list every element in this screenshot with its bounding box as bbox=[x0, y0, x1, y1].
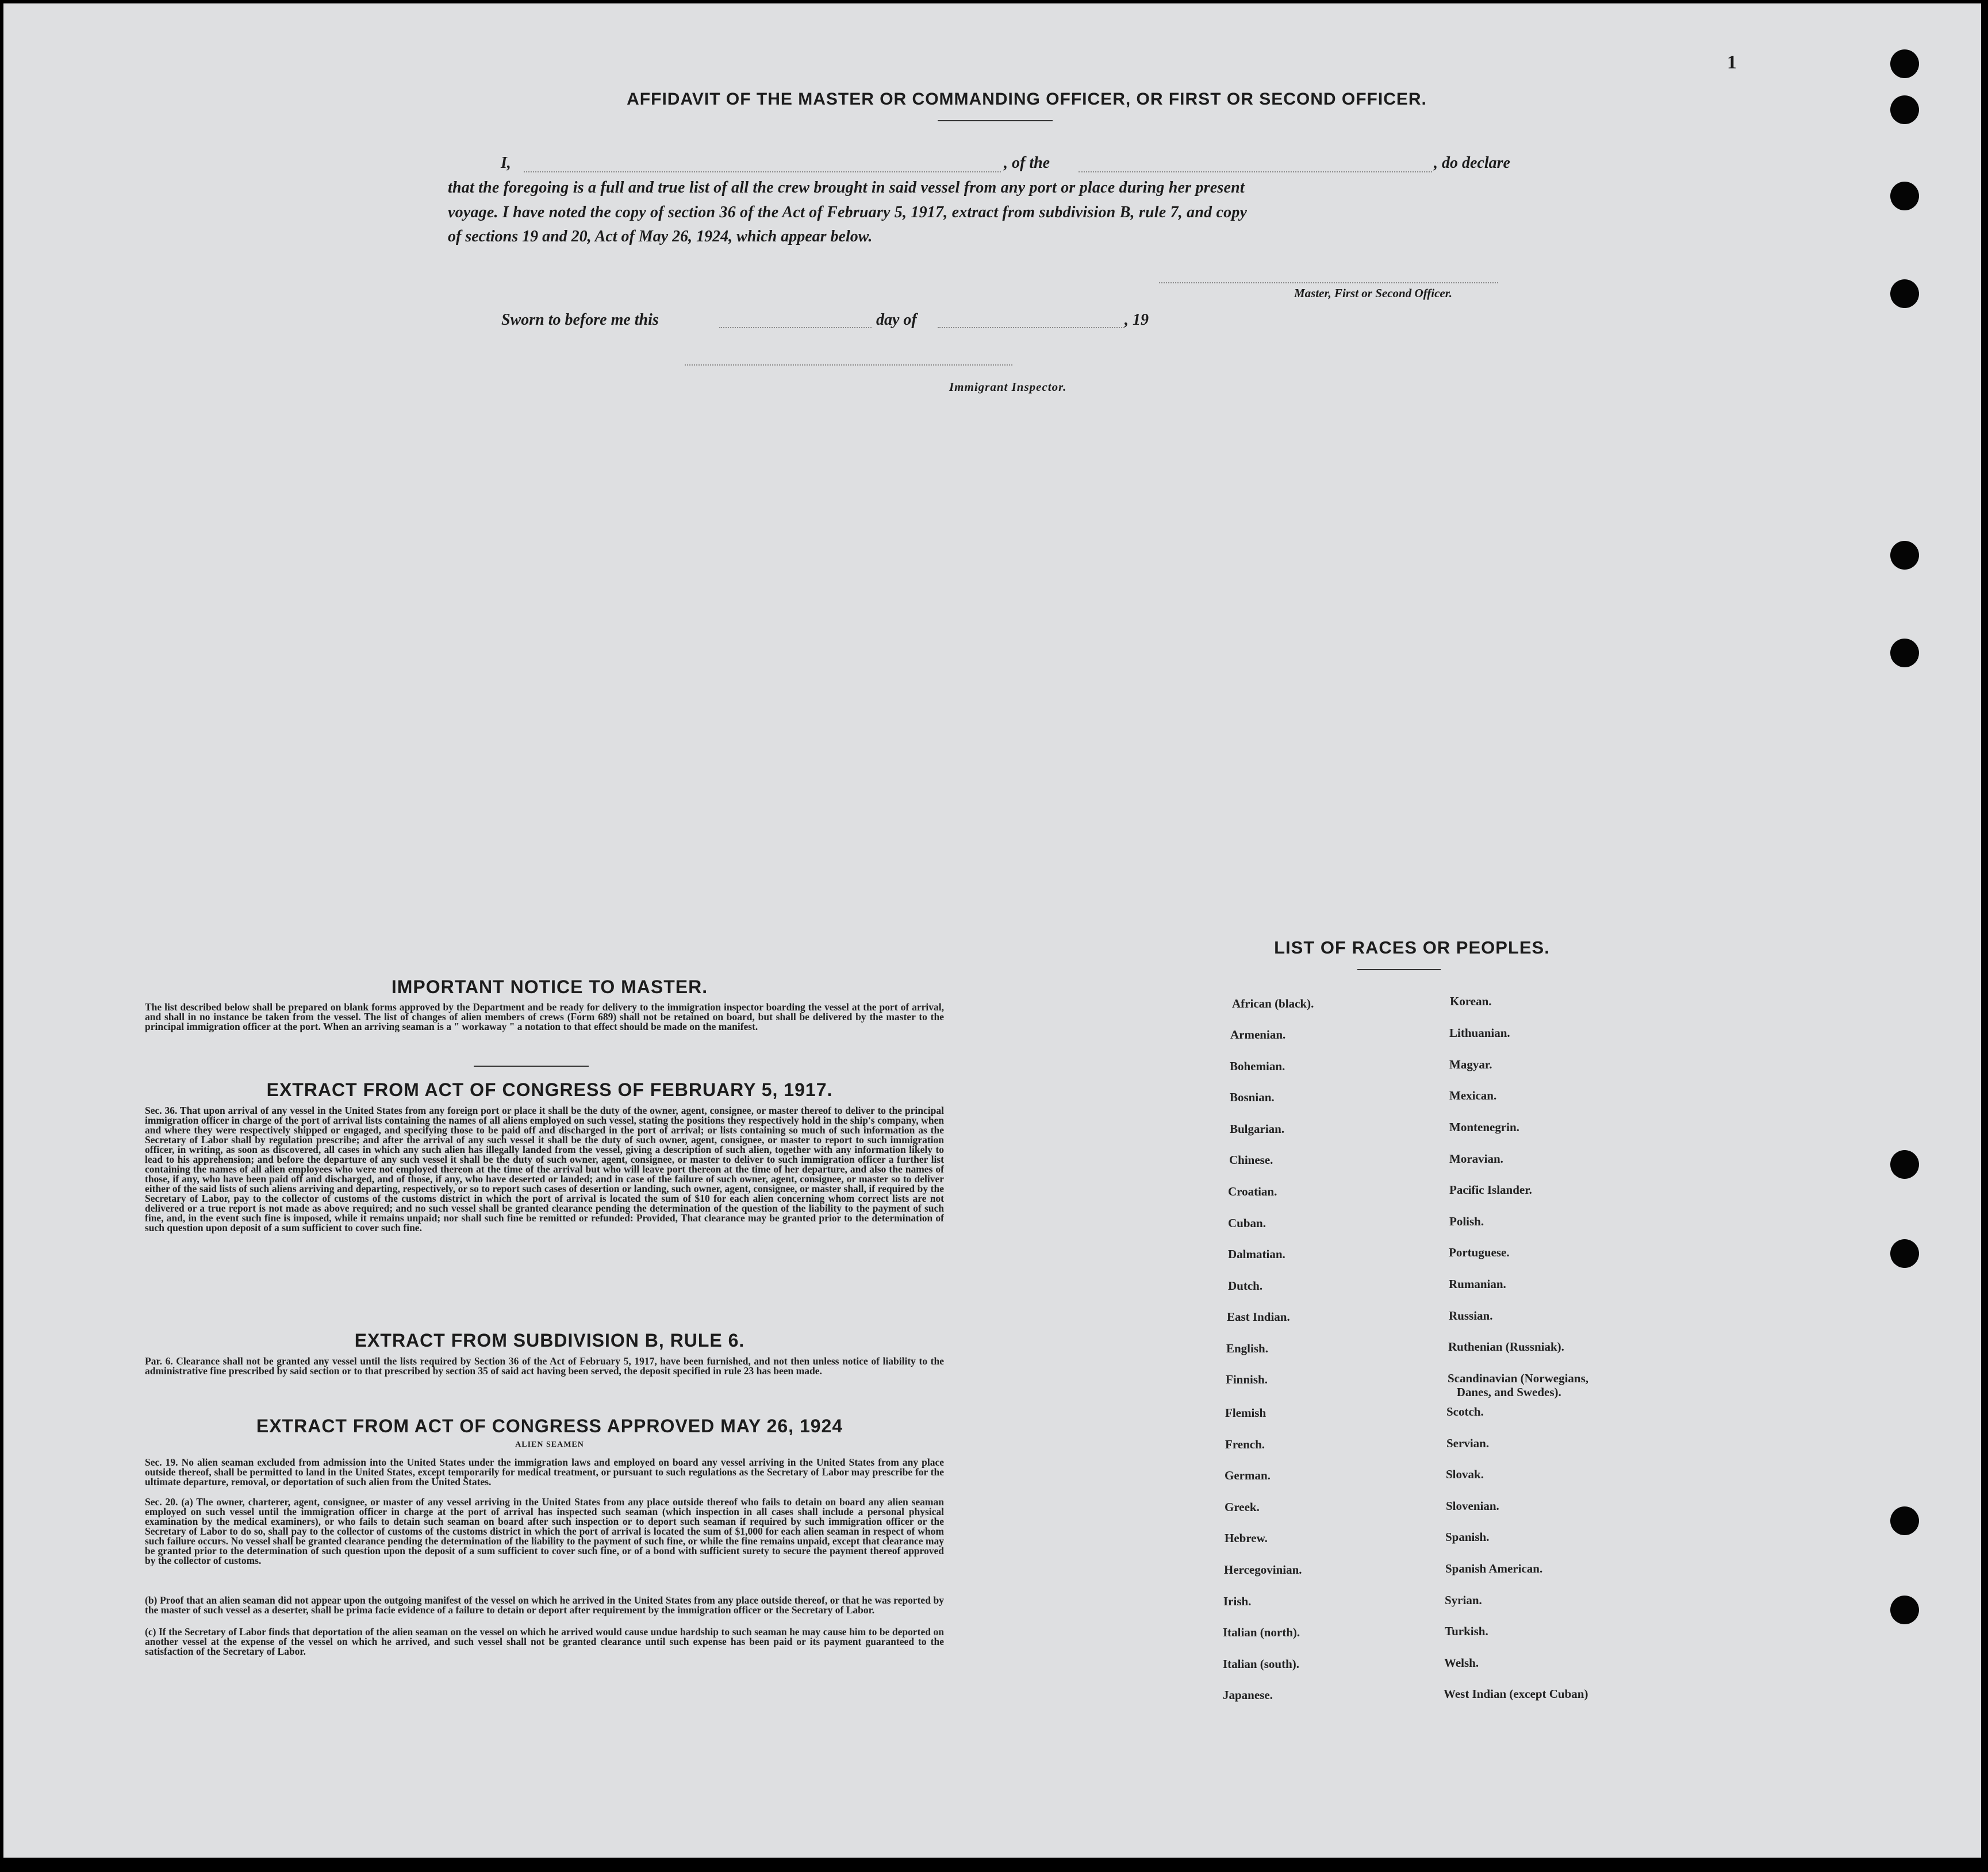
extract-1917-text: Sec. 36. That upon arrival of any vessel in the United States from any foreign port or place it shall be the duty of the owner, agent, consignee, or master thereof to deliver to the principal immigration officer in charge of the port of arrival lists containing the names of all aliens employed on such vessel, stating the positions they respectively hold in the ship's company, when and where they were respectively shipped or engaged, and specifying those to be paid off and discharged in the port of arrival; or lists containing so much of such information as the Secretary of Labor shall by regulation prescribe; and after the arrival of any such vessel it shall be the duty of such owner, agent, consignee, or master to report to such immigration officer, in writing, as soon as discovered, all cases in which any such alien has illegally landed from the vessel, giving a description of such alien, together with any information likely to lead to his apprehension; and before the departure of any such vessel it shall be the duty of such owner, agent, consignee, or master to deliver to such immigration officer a further list containing the names of all alien employees who were not employed thereon at the time of the arrival but who will leave port thereon at the time of her departure, and also the names of those, if any, who have been paid off and discharged, and of those, if any, who have deserted or landed; and in case of the failure of such owner, agent, consignee, or master so to deliver either of the said lists of such aliens arriving and departing, respectively, or so to report such cases of desertion or landing, such owner, agent, consignee, or master shall, if required by the Secretary of Labor, pay to the collector of customs of the customs district in which the port of arrival is located the sum of $10 for each alien concerning whom correct lists are not delivered or a true report is not made as above required; and no such vessel shall be granted clearance pending the determination of the question of the liability to the payment of such fine, and, in the event such fine is imposed, while it remains unpaid; nor shall such fine be remitted or refunded: Provided, That clearance may be granted prior to the determination of such question upon deposit of a sum sufficient to cover such fine. bbox=[145, 1105, 944, 1233]
notice-text: The list described below shall be prepared on blank forms approved by the Department and be ready for delivery to the immigration inspector boarding the vessel at the port of arrival, and shall in no instance be taken from the vessel. The list of changes of alien members of crews (Form 689) shall not be retained on board, but shall be delivered by the master to the principal immigration officer at the port. When an arriving seaman is a " workaway " a notation to that effect should be made on the manifest. bbox=[145, 1001, 944, 1032]
punch-hole bbox=[1890, 1150, 1919, 1179]
race-item: German. bbox=[1225, 1469, 1271, 1482]
race-item: West Indian (except Cuban) bbox=[1444, 1687, 1588, 1701]
race-item: Moravian. bbox=[1449, 1152, 1503, 1166]
race-item: Pacific Islander. bbox=[1449, 1183, 1532, 1197]
extract-1917-title: EXTRACT FROM ACT OF CONGRESS OF FEBRUARY 5, 1917. bbox=[266, 1079, 833, 1100]
race-item: Hebrew. bbox=[1225, 1531, 1268, 1545]
title-underline bbox=[938, 120, 1053, 121]
race-item: African (black). bbox=[1232, 997, 1314, 1010]
race-item: Croatian. bbox=[1228, 1185, 1277, 1198]
punch-hole bbox=[1890, 1239, 1919, 1268]
race-item: Cuban. bbox=[1228, 1216, 1266, 1230]
sworn-day-blank bbox=[719, 327, 872, 328]
race-item: Bulgarian. bbox=[1230, 1122, 1285, 1136]
affidavit-line4: of sections 19 and 20, Act of May 26, 1924, which appear below. bbox=[448, 228, 873, 245]
extract-rule6-text: Par. 6. Clearance shall not be granted any vessel until the lists required by Section 36 of the Act of February 5, 1917, have been furnished, and not then unless notice of liability to the administrative fine prescribed by said section or to that prescribed by section 35 of said act having been served, the deposit specified in rule 23 has been made. bbox=[145, 1355, 944, 1377]
sworn-year: , 19 bbox=[1125, 311, 1149, 329]
race-item: Japanese. bbox=[1223, 1688, 1273, 1702]
race-item: Russian. bbox=[1449, 1309, 1493, 1323]
race-item: Ruthenian (Russniak). bbox=[1448, 1340, 1564, 1354]
affidavit-line3: voyage. I have noted the copy of section 36 of the Act of February 5, 1917, extract from subdivision B, rule 7, and copy bbox=[448, 203, 1248, 221]
extract-1924-sec20c: (c) If the Secretary of Labor finds that deportation of the alien seaman on the vessel on which he arrived would cause undue hardship to such seaman he may cause him to be deported on another vessel at the expense of the vessel on which he arrived, and such vessel shall not be granted clearance until such expense has been paid or its payment guaranteed to the satisfaction of the Secretary of Labor. bbox=[145, 1626, 944, 1657]
notice-title: IMPORTANT NOTICE TO MASTER. bbox=[391, 977, 708, 997]
vessel-blank bbox=[1079, 171, 1432, 172]
race-item: Polish. bbox=[1449, 1214, 1484, 1228]
race-item: Lithuanian. bbox=[1449, 1026, 1510, 1040]
punch-hole bbox=[1890, 1506, 1919, 1535]
punch-hole bbox=[1890, 95, 1919, 124]
race-item: Italian (south). bbox=[1223, 1657, 1300, 1671]
extract-1924-sec20a: Sec. 20. (a) The owner, charterer, agent, consignee, or master of any vessel arriving in the United States from any place outside thereof who fails to detain on board any alien seaman employed on such vessel until the immigration officer in charge at the port of arrival has inspected such seaman (which inspection in all cases shall include a personal physical examination by the medical examiners), or who fails to detain such seaman on board after such inspection or to deport such seaman if required by such immigration officer or the Secretary of Labor to do so, shall pay to the collector of customs of the customs district in which the port of arrival is located the sum of $1,000 for each alien seaman in respect of whom such failure occurs. No vessel shall be granted clearance pending the determination of the liability to the payment of such fine, or while the fine remains unpaid, except that clearance may be granted prior to the determination of such question upon the deposit of a sum sufficient to cover such fine, or of a bond with sufficient surety to secure the payment thereof approved by the collector of customs. bbox=[145, 1496, 944, 1566]
extract-rule6-title: EXTRACT FROM SUBDIVISION B, RULE 6. bbox=[354, 1330, 745, 1351]
race-item: Flemish bbox=[1225, 1406, 1267, 1420]
page-mark: 1 bbox=[1727, 52, 1737, 73]
sworn-month-blank bbox=[938, 327, 1125, 328]
race-item: Italian (north). bbox=[1223, 1625, 1300, 1639]
race-item: Dalmatian. bbox=[1228, 1247, 1285, 1261]
races-underline bbox=[1357, 969, 1441, 970]
race-item: Syrian. bbox=[1445, 1593, 1482, 1607]
punch-hole bbox=[1890, 182, 1919, 210]
races-title: LIST OF RACES OR PEOPLES. bbox=[1274, 937, 1550, 958]
signature-caption: Master, First or Second Officer. bbox=[1294, 286, 1452, 300]
affidavit-of-the: , of the bbox=[1004, 154, 1050, 172]
signature-blank bbox=[1159, 282, 1498, 283]
affidavit-line1-i: I, bbox=[501, 154, 511, 172]
race-item: Dutch. bbox=[1228, 1279, 1263, 1293]
race-item: Scandinavian (Norwegians, Danes, and Swedes). bbox=[1448, 1371, 1589, 1399]
race-item: Armenian. bbox=[1230, 1028, 1286, 1041]
race-item: Rumanian. bbox=[1449, 1277, 1506, 1291]
affidavit-line2: that the foregoing is a full and true list of all the crew brought in said vessel from any port or place during her present bbox=[448, 179, 1245, 197]
race-item: Magyar. bbox=[1449, 1058, 1492, 1071]
sworn-prefix: Sworn to before me this bbox=[501, 311, 659, 329]
race-item: Servian. bbox=[1446, 1436, 1490, 1450]
affidavit-title: AFFIDAVIT OF THE MASTER OR COMMANDING OFFICER, OR FIRST OR SECOND OFFICER. bbox=[627, 90, 1427, 109]
race-item: Bosnian. bbox=[1230, 1090, 1275, 1104]
race-item: English. bbox=[1226, 1341, 1268, 1355]
race-item: Spanish American. bbox=[1445, 1562, 1543, 1575]
race-item: Turkish. bbox=[1445, 1624, 1488, 1638]
race-item: Slovak. bbox=[1446, 1467, 1484, 1481]
race-item: French. bbox=[1225, 1437, 1265, 1451]
punch-hole bbox=[1890, 1596, 1919, 1624]
extract-1924-title: EXTRACT FROM ACT OF CONGRESS APPROVED MAY 26, 1924 bbox=[256, 1416, 843, 1436]
punch-hole bbox=[1890, 49, 1919, 78]
race-item: Bohemian. bbox=[1230, 1059, 1285, 1073]
race-item: East Indian. bbox=[1227, 1310, 1290, 1324]
punch-hole bbox=[1890, 279, 1919, 308]
inspector-caption: Immigrant Inspector. bbox=[949, 380, 1067, 394]
extract-1924-sec19: Sec. 19. No alien seaman excluded from admission into the United States under the immigration laws and employed on board any vessel arriving in the United States from any place outside thereof, shall be permitted to land in the United States, except temporarily for medical treatment, or pursuant to such regulations as the Secretary of Labor may prescribe for the ultimate departure, removal, or deportation of such alien from the United States. bbox=[145, 1456, 944, 1487]
race-item: Irish. bbox=[1223, 1594, 1252, 1608]
race-item: Greek. bbox=[1225, 1500, 1260, 1514]
race-item: Spanish. bbox=[1445, 1530, 1490, 1544]
punch-hole bbox=[1890, 541, 1919, 570]
race-item: Scotch. bbox=[1446, 1405, 1484, 1419]
sworn-day-of: day of bbox=[876, 311, 917, 329]
name-blank bbox=[524, 171, 1001, 172]
affidavit-declare: , do declare bbox=[1434, 154, 1510, 172]
form-page bbox=[3, 3, 1981, 1858]
section-divider bbox=[474, 1066, 589, 1067]
extract-1924-sec20b: (b) Proof that an alien seaman did not appear upon the outgoing manifest of the vessel on which he arrived in the United States from any place outside thereof, or that he was reported by the master of such vessel as a deserter, shall be prima facie evidence of a failure to detain or deport after requirement by the immigration officer or the Secretary of Labor. bbox=[145, 1594, 944, 1616]
race-item: Hercegovinian. bbox=[1224, 1563, 1302, 1577]
race-item: Korean. bbox=[1450, 994, 1492, 1008]
race-item: Slovenian. bbox=[1446, 1499, 1499, 1513]
punch-hole bbox=[1890, 639, 1919, 667]
race-item: Portuguese. bbox=[1449, 1246, 1510, 1259]
race-item: Finnish. bbox=[1226, 1373, 1268, 1386]
race-item: Welsh. bbox=[1444, 1656, 1479, 1670]
race-item: Chinese. bbox=[1229, 1153, 1273, 1167]
race-item: Mexican. bbox=[1449, 1089, 1497, 1102]
inspector-blank bbox=[685, 364, 1012, 366]
extract-1924-subtitle: ALIEN SEAMEN bbox=[515, 1440, 584, 1449]
race-item: Montenegrin. bbox=[1449, 1120, 1519, 1134]
